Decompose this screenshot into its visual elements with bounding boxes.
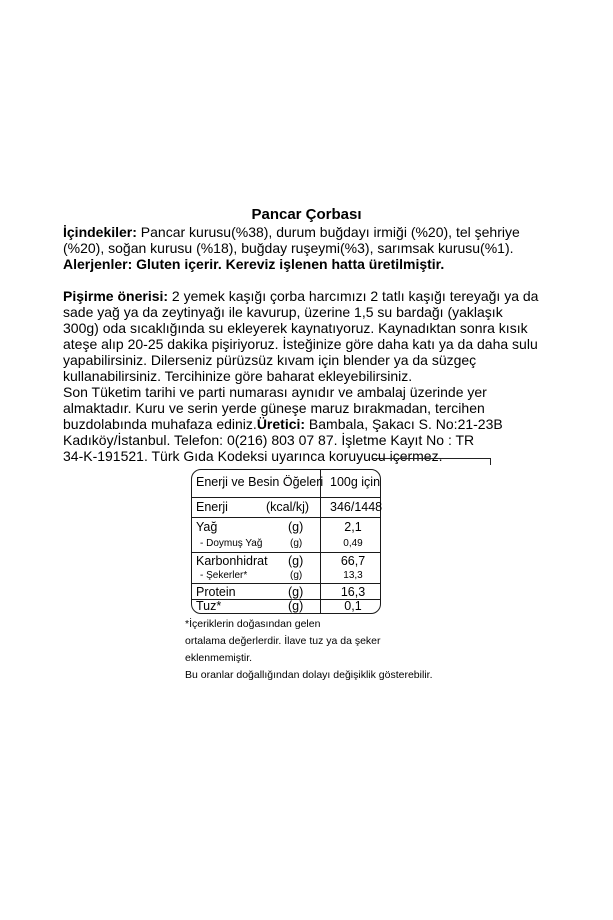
allergens-label: Alerjenler: [63, 256, 133, 272]
nutrition-table [191, 469, 381, 614]
nutrient-label: Protein [196, 585, 236, 599]
nutrition-header-value: 100g için [330, 475, 381, 489]
preparation-label: Pişirme önerisi: [63, 288, 169, 304]
product-title: Pancar Çorbası [251, 206, 362, 223]
row-divider [192, 552, 380, 553]
nutrient-value: 346/1448 [330, 500, 383, 514]
nutrient-unit: (g) [288, 520, 304, 534]
nutrient-label: Karbonhidrat [196, 554, 268, 568]
nutrient-value: 0,49 [343, 538, 363, 549]
storage-line: Son Tüketim tarihi ve parti numarası aynıdır ve ambalaj üzerinde yer [63, 384, 487, 400]
row-divider [192, 517, 380, 518]
nutrient-value: 16,3 [340, 585, 366, 599]
preparation-line: sade yağ ya da zeytinyağı ile kavurup, üzerine 1,5 su bardağı (yaklaşık [63, 304, 503, 320]
footnote-line: ortalama değerlerdir. İlave tuz ya da şeker [185, 635, 381, 647]
nutrient-unit: (g) [288, 554, 304, 568]
storage-line: almaktadır. Kuru ve serin yerde güneşe maruz bırakmadan, tercihen [63, 400, 485, 416]
address-line: Kadıköy/İstanbul. Telefon: 0(216) 803 07 87. İşletme Kayıt No : TR [63, 432, 475, 448]
nutrition-header-label: Enerji ve Besin Öğeleri [196, 475, 324, 489]
footnote-line: eklenmemiştir. [185, 652, 253, 664]
ingredients-line-1: İçindekiler: Pancar kurusu(%38), durum buğdayı irmiği (%20), tel şehriye [63, 224, 520, 240]
preparation-line: 300g) oda sıcaklığında su ekleyerek kaynatıyoruz. Kaynadıktan sonra kısık [63, 320, 528, 336]
preparation-section [63, 288, 539, 464]
nutrient-label: Yağ [196, 520, 218, 534]
preparation-line-1: Pişirme önerisi: 2 yemek kaşığı çorba harcımızı 2 tatlı kaşığı tereyağı ya da [63, 288, 539, 304]
nutrient-label: Enerji [196, 500, 228, 514]
nutrient-unit: (g) [288, 599, 304, 613]
nutrient-value: 66,7 [340, 554, 366, 568]
nutrient-unit: (g) [290, 570, 303, 581]
divider [372, 458, 491, 465]
ingredients-line-2: (%20), soğan kurusu (%18), buğday ruşeymi(%3), sarımsak kurusu(%1). [63, 240, 514, 256]
row-divider [192, 583, 380, 584]
footnote-line: Bu oranlar doğallığından dolayı değişiklik gösterebilir. [185, 669, 433, 681]
nutrient-label: Tuz* [196, 599, 222, 613]
allergens-text: Gluten içerir. Kereviz işlenen hatta üretilmiştir. [132, 256, 445, 272]
column-divider [320, 470, 321, 613]
row-divider [192, 497, 380, 498]
ingredients-section [63, 224, 533, 272]
preparation-line: kullanabilirsiniz. Tercihinize göre baharat ekleyebilirsiniz. [63, 368, 413, 384]
producer-label: Üretici: [256, 416, 306, 432]
nutrient-value: 13,3 [343, 570, 363, 581]
allergens-line [63, 256, 533, 272]
nutrient-value: 2,1 [344, 520, 362, 534]
nutrient-label: - Şekerler* [200, 570, 248, 581]
nutrition-footnote [185, 616, 433, 684]
producer-line: buzdolabında muhafaza ediniz.Üretici: Bambala, Şakacı S. No:21-23B [63, 416, 503, 432]
nutrient-label: - Doymuş Yağ [200, 538, 263, 549]
nutrient-unit: (g) [290, 538, 303, 549]
ingredients-label: İçindekiler: [63, 224, 137, 240]
nutrient-unit: (kcal/kj) [266, 500, 310, 514]
preparation-line: ateşe alıp 20-25 dakika pişiriyoruz. İsteğinize göre daha katı ya da daha sulu [63, 336, 538, 352]
preparation-line: yapabilirsiniz. Dilerseniz pürüzsüz kıvam için blender ya da süzgeç [63, 352, 477, 368]
nutrient-unit: (g) [288, 585, 304, 599]
nutrient-value: 0,1 [344, 599, 362, 613]
footnote-line: *İçeriklerin doğasından gelen [185, 618, 321, 630]
codex-line: 34-K-191521. Türk Gıda Kodeksi uyarınca koruyucu içermez. [63, 448, 443, 464]
